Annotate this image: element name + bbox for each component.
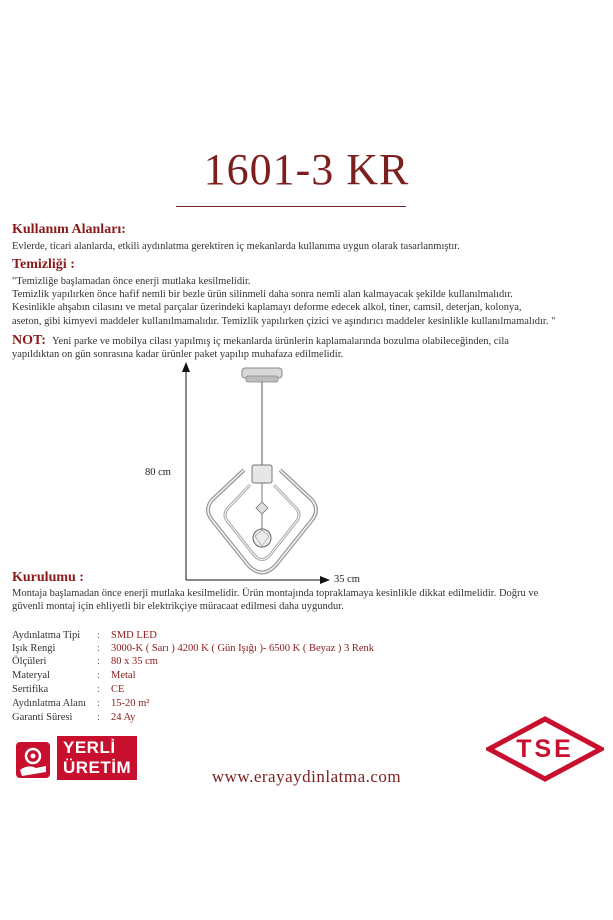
product-code: 1601-3 KR xyxy=(203,145,410,194)
spec-label: Materyal xyxy=(12,670,50,681)
title-underline xyxy=(176,206,406,207)
spec-row: Sertifika : CE xyxy=(12,684,125,695)
yerli-text: YERLİ xyxy=(63,738,116,757)
note-block xyxy=(12,331,509,349)
cleaning-heading: Temizliği : xyxy=(12,257,75,272)
installation-line1: Montaja başlamadan önce enerji mutlaka kesilmelidir. Ürün montajında topraklamaya kesinlikle dikkat edilmelidir. Doğru ve xyxy=(12,588,539,599)
spec-value: SMD LED xyxy=(111,630,157,641)
note-line2: yapıldıktan on gün sonrasına kadar ürünler paket yapılıp muhafaza edilmelidir. xyxy=(12,349,344,360)
spec-value: 15-20 m² xyxy=(111,698,150,709)
spec-value: Metal xyxy=(111,670,136,681)
lamp-illustration xyxy=(200,360,330,580)
spec-row: Materyal : Metal xyxy=(12,670,136,681)
installation-line2: güvenli montaj için ehliyetli bir elektrikçiye müracaat edilmesi daha uygundur. xyxy=(12,601,344,612)
spec-value: 24 Ay xyxy=(111,712,136,723)
width-label: 35 cm xyxy=(334,574,360,585)
spec-row: Aydınlatma Tipi : SMD LED xyxy=(12,630,157,641)
spec-label: Işık Rengi xyxy=(12,643,56,654)
website-url: www.erayaydinlatma.com xyxy=(211,767,402,786)
spec-value: CE xyxy=(111,684,125,695)
spec-value: 80 x 35 cm xyxy=(111,656,158,667)
uretim-text: ÜRETİM xyxy=(63,758,132,777)
spec-label: Sertifika xyxy=(12,684,49,695)
spec-label: Aydınlatma Alanı xyxy=(12,698,86,709)
cleaning-line: Kesinlikle ahşabın cilasını ve metal parçalar üzerindeki kaplamayı deforme edecek alkol, tiner, camsil, deterjan, kolonya, xyxy=(12,302,522,314)
tse-text: TSE xyxy=(516,735,574,763)
cleaning-line: "Temizliğe başlamadan önce enerji mutlaka kesilmelidir. xyxy=(12,276,251,287)
spec-row: Işık Rengi : 3000-K ( Sarı ) 4200 K ( Gün Işığı )- 6500 K ( Beyaz ) 3 Renk xyxy=(12,643,375,654)
cleaning-text xyxy=(12,275,612,328)
usage-text: Evlerde, ticari alanlarda, etkili aydınlatma gerektiren iç mekanlarda kullanıma uygun olarak tasarlanmıştır. xyxy=(12,241,460,252)
spec-row: Ölçüleri : 80 x 35 cm xyxy=(12,656,158,667)
tse-logo xyxy=(486,716,604,782)
spec-label: Garanti Süresi xyxy=(12,712,73,723)
cleaning-line: Temizlik yapılırken önce hafif nemli bir bezle ürün silinmeli daha sonra nemli alan kalmayacak şekilde kullanılmalıdır. xyxy=(12,289,513,301)
installation-heading: Kurulumu : xyxy=(12,570,84,585)
note-line1: Yeni parke ve mobilya cilası yapılmış iç mekanlarda ürünlerin kaplamalarında bozulma olabileceğinden, cila xyxy=(51,336,509,347)
spec-row: Garanti Süresi : 24 Ay xyxy=(12,712,136,723)
height-label: 80 cm xyxy=(145,467,171,478)
spec-value: 3000-K ( Sarı ) 4200 K ( Gün Işığı )- 6500 K ( Beyaz ) 3 Renk xyxy=(111,643,375,654)
spec-label: Ölçüleri xyxy=(12,656,47,667)
note-heading: NOT: xyxy=(12,333,46,348)
usage-heading: Kullanım Alanları: xyxy=(12,222,126,237)
spec-row: Aydınlatma Alanı : 15-20 m² xyxy=(12,698,150,709)
spec-label: Aydınlatma Tipi xyxy=(12,630,81,641)
cleaning-line: aseton, gibi kimyevi maddeler kullanılmamalıdır. Temizlik yapılırken çizici ve aşındırıcı maddeler kesinlikle kullanılmamalıdır. " xyxy=(12,315,556,327)
